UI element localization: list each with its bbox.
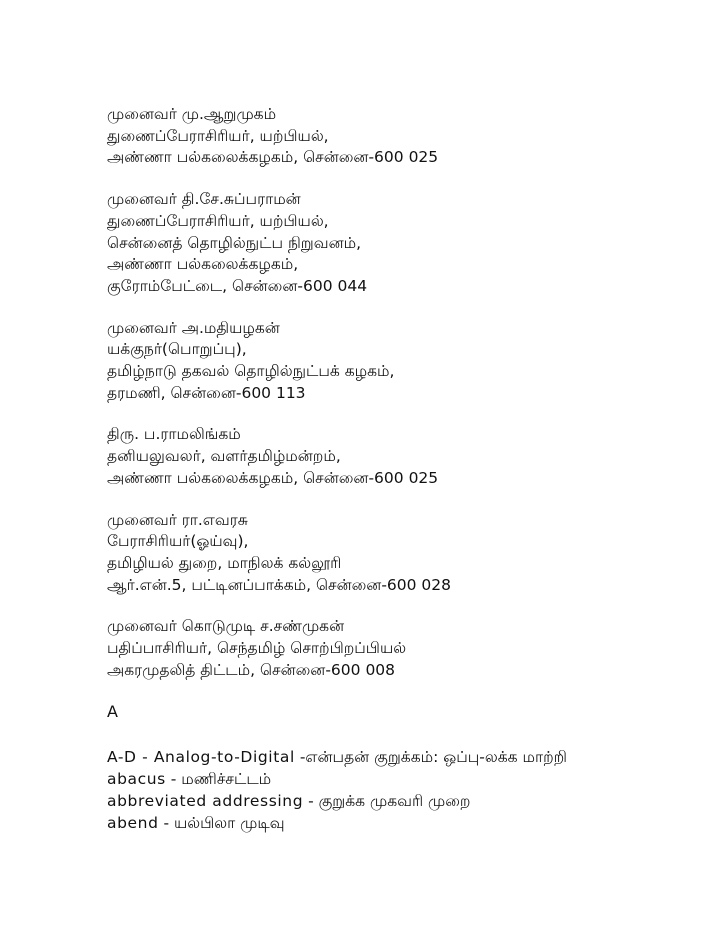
glossary-definition: - யல்பிலா முடிவு bbox=[158, 813, 285, 832]
contributor-address: தரமணி, சென்னை-600 113 bbox=[107, 383, 306, 402]
contributor-address: குரோம்பேட்டை, சென்னை-600 044 bbox=[107, 276, 368, 295]
contributor-block-2 bbox=[107, 189, 707, 298]
glossary-definition: - குறுக்க முகவரி முறை bbox=[303, 791, 471, 810]
glossary-list bbox=[107, 747, 707, 834]
document-page bbox=[107, 104, 707, 834]
section-heading: A bbox=[107, 702, 118, 722]
contributor-institution: தமிழியல் துறை, மாநிலக் கல்லூரி bbox=[107, 553, 342, 572]
contributor-name: முனைவர் தி.சே.சுப்பராமன் bbox=[107, 190, 301, 209]
glossary-term: abacus bbox=[107, 770, 166, 789]
contributor-name: முனைவர் கொடுமுடி ச.சண்முகன் bbox=[107, 617, 345, 636]
contributor-institution: சென்னைத் தொழில்நுட்ப நிறுவனம், bbox=[107, 233, 362, 252]
contributor-address: அண்ணா பல்கலைக்கழகம், சென்னை-600 025 bbox=[107, 468, 439, 487]
contributor-position: துணைப்பேராசிரியர், யற்பியல், bbox=[107, 211, 329, 230]
contributor-block-3 bbox=[107, 318, 707, 405]
glossary-definition: - மணிச்சட்டம் bbox=[165, 770, 272, 789]
contributor-name: முனைவர் அ.மதியழகன் bbox=[107, 318, 280, 337]
contributor-address: ஆர்.என்.5, பட்டினப்பாக்கம், சென்னை-600 028 bbox=[107, 575, 452, 594]
contributor-position: துணைப்பேராசிரியர், யற்பியல், bbox=[107, 126, 329, 145]
contributor-position: பேராசிரியர்(ஓய்வு), bbox=[107, 532, 249, 551]
contributor-block-1 bbox=[107, 104, 707, 169]
contributor-institution: தமிழ்நாடு தகவல் தொழில்நுட்பக் கழகம், bbox=[107, 362, 395, 381]
glossary-entry bbox=[107, 769, 707, 791]
glossary-definition: -என்பதன் குறுக்கம்: ஒப்பு-லக்க மாற்றி bbox=[294, 748, 567, 767]
contributor-name: திரு. ப.ராமலிங்கம் bbox=[107, 425, 241, 444]
contributor-name: முனைவர் ரா.எவரசு bbox=[107, 510, 248, 529]
contributor-position: தனியலுவலர், வளர்தமிழ்மன்றம், bbox=[107, 447, 341, 466]
contributor-position: பதிப்பாசிரியர், செந்தமிழ் சொற்பிறப்பியல் bbox=[107, 639, 407, 658]
contributor-address: அண்ணா பல்கலைக்கழகம், சென்னை-600 025 bbox=[107, 148, 439, 167]
glossary-entry bbox=[107, 813, 707, 835]
glossary-term: abend bbox=[107, 813, 159, 832]
contributor-block-4 bbox=[107, 424, 707, 489]
glossary-term: A-D - Analog-to-Digital bbox=[107, 748, 295, 767]
contributor-university: அண்ணா பல்கலைக்கழகம், bbox=[107, 255, 299, 274]
contributor-block-6 bbox=[107, 616, 707, 681]
contributor-address: அகரமுதலித் திட்டம், சென்னை-600 008 bbox=[107, 660, 396, 679]
contributor-position: யக்குநர்(பொறுப்பு), bbox=[107, 340, 247, 359]
glossary-entry bbox=[107, 747, 707, 769]
contributor-name: முனைவர் மு.ஆறுமுகம் bbox=[107, 105, 277, 123]
glossary-term: abbreviated addressing bbox=[107, 791, 304, 810]
glossary-entry bbox=[107, 791, 707, 813]
contributor-block-5 bbox=[107, 510, 707, 597]
